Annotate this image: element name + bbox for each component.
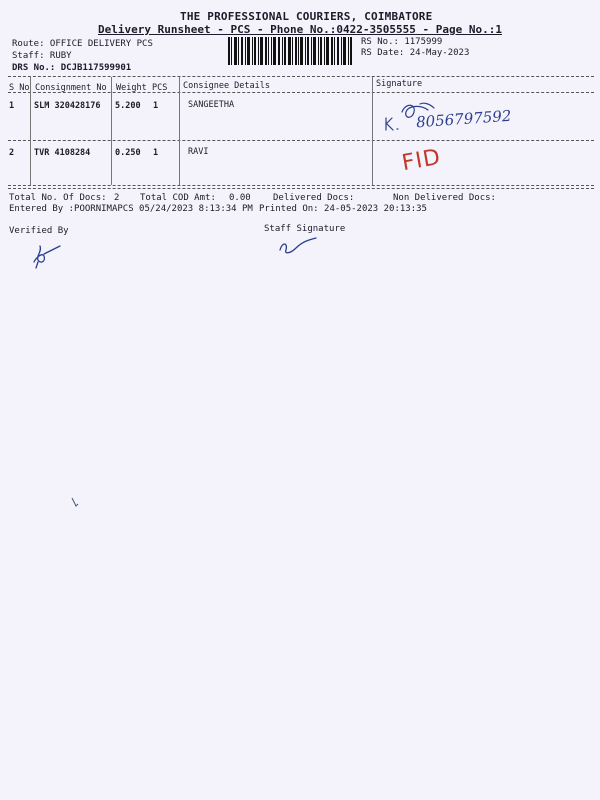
verified-by-label: Verified By — [9, 226, 69, 236]
row-2-sno: 2 — [9, 148, 15, 158]
row-2-weight: 0.250 — [115, 148, 141, 158]
rs-number: RS No.: 1175999 — [361, 37, 443, 47]
total-docs-label: Total No. Of Docs: — [9, 193, 107, 203]
col-header-sno: S No — [9, 83, 30, 93]
row-separator — [8, 140, 594, 141]
scan-mark — [70, 496, 80, 510]
runsheet-title: Delivery Runsheet - PCS - Phone No.:0422-3505555 - Page No.:1 — [98, 23, 502, 36]
col-divider — [372, 77, 373, 185]
col-divider — [179, 77, 180, 185]
staff-label: Staff: RUBY — [12, 51, 72, 61]
row-2-signature-fid: FID — [400, 144, 443, 177]
entered-by: Entered By :POORNIMAPCS 05/24/2023 8:13:34 PM — [9, 204, 253, 214]
delivered-docs-label: Delivered Docs: — [273, 193, 355, 203]
total-cod-value: 0.00 — [229, 193, 251, 203]
non-delivered-docs-label: Non Delivered Docs: — [393, 193, 496, 203]
row-2-pcs: 1 — [153, 148, 159, 158]
col-divider — [111, 77, 112, 185]
table-bottom-rule — [8, 185, 594, 186]
row-1-consignment: SLM 320428176 — [34, 101, 101, 111]
row-1-consignee: SANGEETHA — [188, 100, 235, 110]
verified-by-signature — [30, 240, 64, 270]
row-1-weight: 5.200 — [115, 101, 141, 111]
row-1-signature-phone: 8056797592 — [415, 106, 512, 132]
route-label: Route: OFFICE DELIVERY PCS — [12, 39, 153, 49]
total-docs-value: 2 — [114, 193, 120, 203]
staff-signature-label: Staff Signature — [264, 224, 346, 234]
staff-signature-scribble — [276, 234, 320, 258]
table-bottom-rule-2 — [8, 188, 594, 189]
col-divider — [30, 77, 31, 185]
company-name: THE PROFESSIONAL COURIERS, COIMBATORE — [180, 10, 433, 23]
drs-number: DRS No.: DCJB117599901 — [12, 63, 132, 73]
row-2-consignee: RAVI — [188, 147, 209, 157]
barcode — [228, 37, 353, 65]
col-header-signature: Signature — [376, 79, 423, 89]
col-header-consignment: Consignment No — [35, 83, 107, 93]
printed-on: Printed On: 24-05-2023 20:13:35 — [259, 204, 427, 214]
row-2-consignment: TVR 4108284 — [34, 148, 91, 158]
rs-date: RS Date: 24-May-2023 — [361, 48, 470, 58]
col-header-pcs: PCS — [152, 83, 168, 93]
col-header-consignee: Consignee Details — [183, 81, 270, 91]
table-top-rule — [8, 76, 594, 77]
total-cod-label: Total COD Amt: — [140, 193, 216, 203]
col-header-weight: Weight — [116, 83, 147, 93]
row-1-pcs: 1 — [153, 101, 159, 111]
row-1-sno: 1 — [9, 101, 15, 111]
